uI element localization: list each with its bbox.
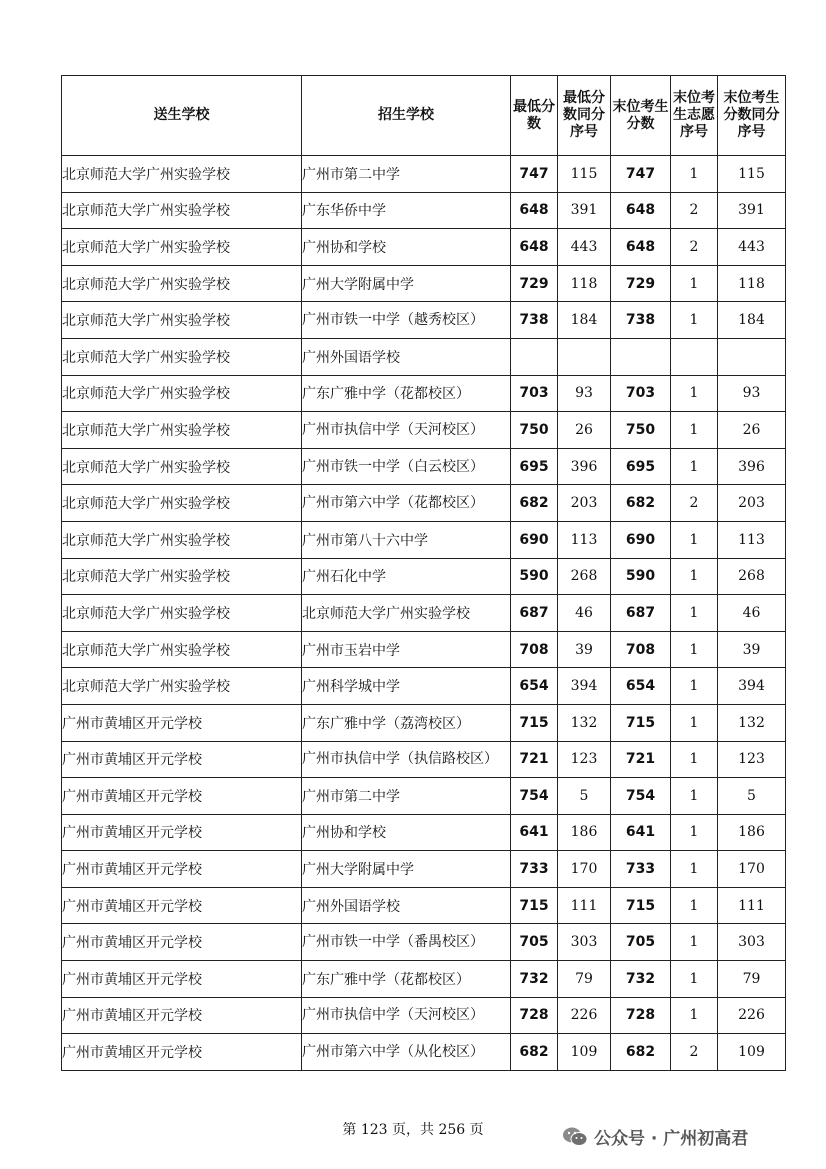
table-row [62,704,786,741]
admission-score-table [61,75,786,1071]
cell-last-pref: 1 [671,924,718,961]
cell-last-score: 733 [611,851,671,888]
cell-last-rank: 394 [718,668,786,705]
cell-last-rank: 113 [718,521,786,558]
table-row [62,265,786,302]
cell-last-score: 715 [611,704,671,741]
cell-last-score: 754 [611,778,671,815]
header-last-rank: 末位考生分数同分序号 [718,76,786,156]
cell-min-rank: 391 [558,192,611,229]
cell-enroll-school: 广州协和学校 [302,229,511,266]
cell-last-rank: 268 [718,558,786,595]
table-row [62,778,786,815]
cell-send-school: 北京师范大学广州实验学校 [62,485,302,522]
cell-last-pref: 1 [671,375,718,412]
cell-send-school: 北京师范大学广州实验学校 [62,558,302,595]
cell-min-rank: 170 [558,851,611,888]
table-row [62,521,786,558]
cell-enroll-school: 广东广雅中学（荔湾校区） [302,704,511,741]
cell-min-rank: 186 [558,814,611,851]
cell-min-rank: 184 [558,302,611,339]
cell-min-score: 590 [511,558,558,595]
cell-min-score: 641 [511,814,558,851]
cell-last-pref: 1 [671,521,718,558]
cell-last-pref: 1 [671,741,718,778]
cell-last-pref: 1 [671,851,718,888]
cell-last-pref: 1 [671,814,718,851]
cell-last-rank: 111 [718,887,786,924]
cell-min-rank: 132 [558,704,611,741]
cell-last-pref: 1 [671,887,718,924]
cell-enroll-school: 广州市第二中学 [302,778,511,815]
cell-last-score: 721 [611,741,671,778]
cell-min-score: 654 [511,668,558,705]
cell-enroll-school: 广州市执信中学（执信路校区） [302,741,511,778]
cell-last-score: 738 [611,302,671,339]
watermark [562,1124,748,1149]
cell-last-pref: 2 [671,229,718,266]
header-last-score: 末位考生分数 [611,76,671,156]
cell-min-score: 687 [511,595,558,632]
header-last-pref: 末位考生志愿序号 [671,76,718,156]
cell-send-school: 北京师范大学广州实验学校 [62,521,302,558]
cell-min-rank: 93 [558,375,611,412]
table-row [62,192,786,229]
cell-min-rank: 46 [558,595,611,632]
cell-last-pref: 1 [671,778,718,815]
header-min-score: 最低分数 [511,76,558,156]
cell-last-rank: 46 [718,595,786,632]
cell-min-score: 750 [511,412,558,449]
table-row [62,668,786,705]
cell-min-score [511,338,558,375]
cell-enroll-school: 广州科学城中学 [302,668,511,705]
cell-min-rank: 396 [558,448,611,485]
table-row [62,961,786,998]
cell-last-rank: 391 [718,192,786,229]
cell-send-school: 北京师范大学广州实验学校 [62,448,302,485]
cell-min-rank: 203 [558,485,611,522]
table-row [62,595,786,632]
cell-last-score: 732 [611,961,671,998]
cell-last-pref: 1 [671,595,718,632]
cell-enroll-school: 北京师范大学广州实验学校 [302,595,511,632]
table-row [62,375,786,412]
cell-enroll-school: 广州市第二中学 [302,156,511,193]
cell-min-rank: 268 [558,558,611,595]
cell-last-rank: 203 [718,485,786,522]
cell-last-score: 687 [611,595,671,632]
cell-last-rank: 396 [718,448,786,485]
cell-send-school: 广州市黄埔区开元学校 [62,741,302,778]
cell-enroll-school: 广东华侨中学 [302,192,511,229]
cell-last-rank: 123 [718,741,786,778]
cell-enroll-school: 广州市第八十六中学 [302,521,511,558]
cell-enroll-school: 广州市第六中学（从化校区） [302,1034,511,1071]
cell-min-score: 695 [511,448,558,485]
cell-enroll-school: 广州市铁一中学（番禺校区） [302,924,511,961]
cell-min-score: 708 [511,631,558,668]
cell-last-score: 590 [611,558,671,595]
cell-min-score: 648 [511,192,558,229]
cell-last-score: 728 [611,997,671,1034]
cell-min-rank: 123 [558,741,611,778]
cell-last-pref: 1 [671,265,718,302]
table-row [62,741,786,778]
cell-min-score: 738 [511,302,558,339]
cell-last-rank: 226 [718,997,786,1034]
cell-last-score: 747 [611,156,671,193]
cell-send-school: 广州市黄埔区开元学校 [62,814,302,851]
cell-min-score: 648 [511,229,558,266]
cell-last-score: 682 [611,1034,671,1071]
cell-send-school: 广州市黄埔区开元学校 [62,851,302,888]
cell-send-school: 广州市黄埔区开元学校 [62,1034,302,1071]
cell-send-school: 北京师范大学广州实验学校 [62,192,302,229]
cell-send-school: 广州市黄埔区开元学校 [62,778,302,815]
table-row [62,997,786,1034]
cell-min-rank: 111 [558,887,611,924]
cell-last-score: 690 [611,521,671,558]
cell-last-score: 695 [611,448,671,485]
cell-last-pref: 2 [671,485,718,522]
cell-min-score: 690 [511,521,558,558]
cell-last-score: 641 [611,814,671,851]
cell-send-school: 广州市黄埔区开元学校 [62,887,302,924]
cell-min-rank: 79 [558,961,611,998]
cell-min-rank: 113 [558,521,611,558]
cell-enroll-school: 广州大学附属中学 [302,265,511,302]
cell-last-score: 708 [611,631,671,668]
cell-send-school: 北京师范大学广州实验学校 [62,412,302,449]
cell-send-school: 广州市黄埔区开元学校 [62,704,302,741]
table-row [62,229,786,266]
cell-min-score: 715 [511,887,558,924]
cell-last-rank: 118 [718,265,786,302]
cell-min-rank: 26 [558,412,611,449]
cell-send-school: 广州市黄埔区开元学校 [62,924,302,961]
cell-last-rank: 186 [718,814,786,851]
cell-min-rank: 303 [558,924,611,961]
cell-send-school: 广州市黄埔区开元学校 [62,997,302,1034]
table-row [62,448,786,485]
cell-min-score: 729 [511,265,558,302]
cell-enroll-school: 广州市第六中学（花都校区） [302,485,511,522]
cell-last-pref: 1 [671,302,718,339]
table-row [62,814,786,851]
cell-last-pref [671,338,718,375]
cell-min-rank: 5 [558,778,611,815]
cell-min-score: 721 [511,741,558,778]
cell-last-score: 705 [611,924,671,961]
cell-last-pref: 1 [671,631,718,668]
cell-last-score [611,338,671,375]
cell-last-rank: 170 [718,851,786,888]
cell-send-school: 北京师范大学广州实验学校 [62,668,302,705]
cell-enroll-school: 广东广雅中学（花都校区） [302,375,511,412]
cell-last-rank: 79 [718,961,786,998]
cell-last-rank [718,338,786,375]
cell-send-school: 北京师范大学广州实验学校 [62,375,302,412]
cell-send-school: 北京师范大学广州实验学校 [62,631,302,668]
cell-min-rank: 443 [558,229,611,266]
table-row [62,924,786,961]
table-row [62,631,786,668]
cell-min-rank [558,338,611,375]
table-row [62,412,786,449]
table-row [62,887,786,924]
cell-last-rank: 303 [718,924,786,961]
cell-min-score: 682 [511,1034,558,1071]
cell-last-score: 648 [611,229,671,266]
cell-last-pref: 1 [671,997,718,1034]
cell-last-pref: 1 [671,448,718,485]
header-min-rank: 最低分数同分序号 [558,76,611,156]
cell-last-score: 729 [611,265,671,302]
table-row [62,1034,786,1071]
cell-min-rank: 39 [558,631,611,668]
cell-last-pref: 2 [671,1034,718,1071]
cell-last-rank: 184 [718,302,786,339]
cell-last-score: 750 [611,412,671,449]
cell-min-score: 754 [511,778,558,815]
cell-send-school: 北京师范大学广州实验学校 [62,595,302,632]
table-row [62,851,786,888]
cell-send-school: 北京师范大学广州实验学校 [62,265,302,302]
cell-last-pref: 1 [671,558,718,595]
cell-last-pref: 1 [671,961,718,998]
cell-enroll-school: 广州市铁一中学（白云校区） [302,448,511,485]
cell-send-school: 北京师范大学广州实验学校 [62,156,302,193]
cell-send-school: 北京师范大学广州实验学校 [62,338,302,375]
cell-enroll-school: 广州石化中学 [302,558,511,595]
cell-min-score: 732 [511,961,558,998]
cell-last-pref: 1 [671,668,718,705]
cell-last-score: 648 [611,192,671,229]
cell-last-rank: 5 [718,778,786,815]
cell-enroll-school: 广州大学附属中学 [302,851,511,888]
table-row [62,338,786,375]
cell-min-rank: 109 [558,1034,611,1071]
cell-send-school: 北京师范大学广州实验学校 [62,229,302,266]
cell-last-rank: 132 [718,704,786,741]
cell-min-score: 747 [511,156,558,193]
table-row [62,156,786,193]
table-row [62,558,786,595]
cell-last-rank: 109 [718,1034,786,1071]
cell-min-score: 703 [511,375,558,412]
table-header-row [62,76,786,156]
cell-last-pref: 1 [671,412,718,449]
cell-send-school: 北京师范大学广州实验学校 [62,302,302,339]
cell-min-rank: 226 [558,997,611,1034]
cell-min-score: 733 [511,851,558,888]
table-row [62,485,786,522]
cell-enroll-school: 广州外国语学校 [302,887,511,924]
cell-last-score: 682 [611,485,671,522]
cell-last-score: 703 [611,375,671,412]
cell-last-score: 654 [611,668,671,705]
cell-enroll-school: 广州外国语学校 [302,338,511,375]
header-send-school: 送生学校 [62,76,302,156]
wechat-icon [562,1126,588,1148]
cell-last-pref: 1 [671,156,718,193]
cell-last-rank: 443 [718,229,786,266]
cell-min-score: 715 [511,704,558,741]
cell-enroll-school: 广州市玉岩中学 [302,631,511,668]
cell-enroll-school: 广州协和学校 [302,814,511,851]
cell-send-school: 广州市黄埔区开元学校 [62,961,302,998]
cell-last-pref: 2 [671,192,718,229]
cell-min-score: 705 [511,924,558,961]
page-number: 第 123 页，共 256 页 [342,1122,484,1138]
cell-enroll-school: 广州市铁一中学（越秀校区） [302,302,511,339]
cell-enroll-school: 广州市执信中学（天河校区） [302,412,511,449]
cell-last-rank: 26 [718,412,786,449]
cell-min-rank: 118 [558,265,611,302]
cell-last-rank: 39 [718,631,786,668]
cell-min-rank: 394 [558,668,611,705]
header-enroll-school: 招生学校 [302,76,511,156]
cell-last-pref: 1 [671,704,718,741]
cell-last-score: 715 [611,887,671,924]
cell-last-rank: 93 [718,375,786,412]
cell-min-score: 682 [511,485,558,522]
cell-min-score: 728 [511,997,558,1034]
cell-min-rank: 115 [558,156,611,193]
table-row [62,302,786,339]
cell-enroll-school: 广东广雅中学（花都校区） [302,961,511,998]
watermark-text: 公众号 · 广州初高君 [594,1129,749,1149]
cell-last-rank: 115 [718,156,786,193]
cell-enroll-school: 广州市执信中学（天河校区） [302,997,511,1034]
